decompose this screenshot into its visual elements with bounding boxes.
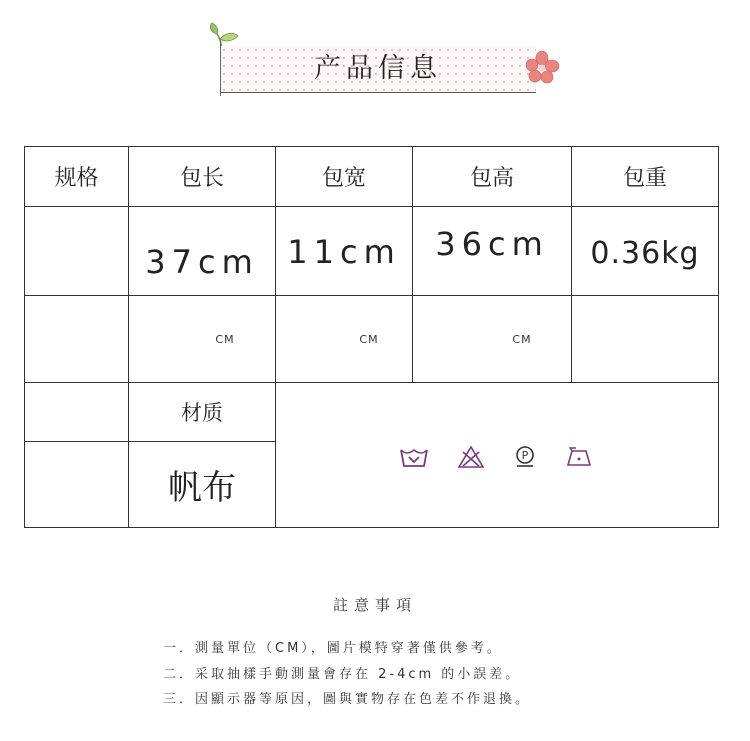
iron-icon bbox=[566, 447, 594, 467]
header-width: 包宽 bbox=[276, 147, 413, 207]
note-item-1: 一．測量單位（CM），圖片模特穿著僅供參考。 bbox=[163, 641, 503, 656]
units-row bbox=[25, 296, 719, 383]
material-value: 帆布 bbox=[129, 442, 276, 528]
header-height: 包高 bbox=[413, 147, 572, 207]
length-unit: CM bbox=[129, 296, 276, 383]
page-title: 产品信息 bbox=[314, 53, 442, 84]
width-value: 11cm bbox=[276, 207, 413, 296]
empty-cell bbox=[25, 207, 129, 296]
height-unit: CM bbox=[413, 296, 572, 383]
title-banner bbox=[220, 46, 536, 93]
header-weight: 包重 bbox=[572, 147, 719, 207]
hand-wash-icon bbox=[400, 446, 428, 468]
height-value: 36cm bbox=[413, 207, 572, 296]
care-icons bbox=[276, 442, 718, 468]
note-item-2: 二．采取抽樣手動測量會存在 2-4cm 的小誤差。 bbox=[163, 667, 522, 682]
dry-clean-icon bbox=[514, 446, 536, 468]
width-unit: CM bbox=[276, 296, 413, 383]
no-bleach-icon bbox=[458, 446, 484, 468]
header-row bbox=[25, 147, 719, 207]
empty-cell bbox=[572, 296, 719, 383]
empty-cell bbox=[25, 296, 129, 383]
spec-table bbox=[24, 146, 719, 528]
care-cell bbox=[276, 383, 719, 528]
material-label: 材质 bbox=[129, 383, 276, 442]
header-length: 包长 bbox=[129, 147, 276, 207]
empty-cell bbox=[25, 442, 129, 528]
header-spec: 规格 bbox=[25, 147, 129, 207]
empty-cell bbox=[25, 383, 129, 442]
notes-title: 註意事項 bbox=[332, 596, 417, 614]
material-label-row bbox=[25, 383, 719, 442]
svg-text:P: P bbox=[521, 449, 529, 462]
values-row bbox=[25, 207, 719, 296]
flower-icon bbox=[524, 50, 560, 84]
note-item-3: 三．因顯示器等原因，圖與實物存在色差不作退換。 bbox=[163, 692, 532, 707]
weight-value: 0.36kg bbox=[572, 207, 719, 296]
length-value: 37cm bbox=[129, 207, 276, 296]
